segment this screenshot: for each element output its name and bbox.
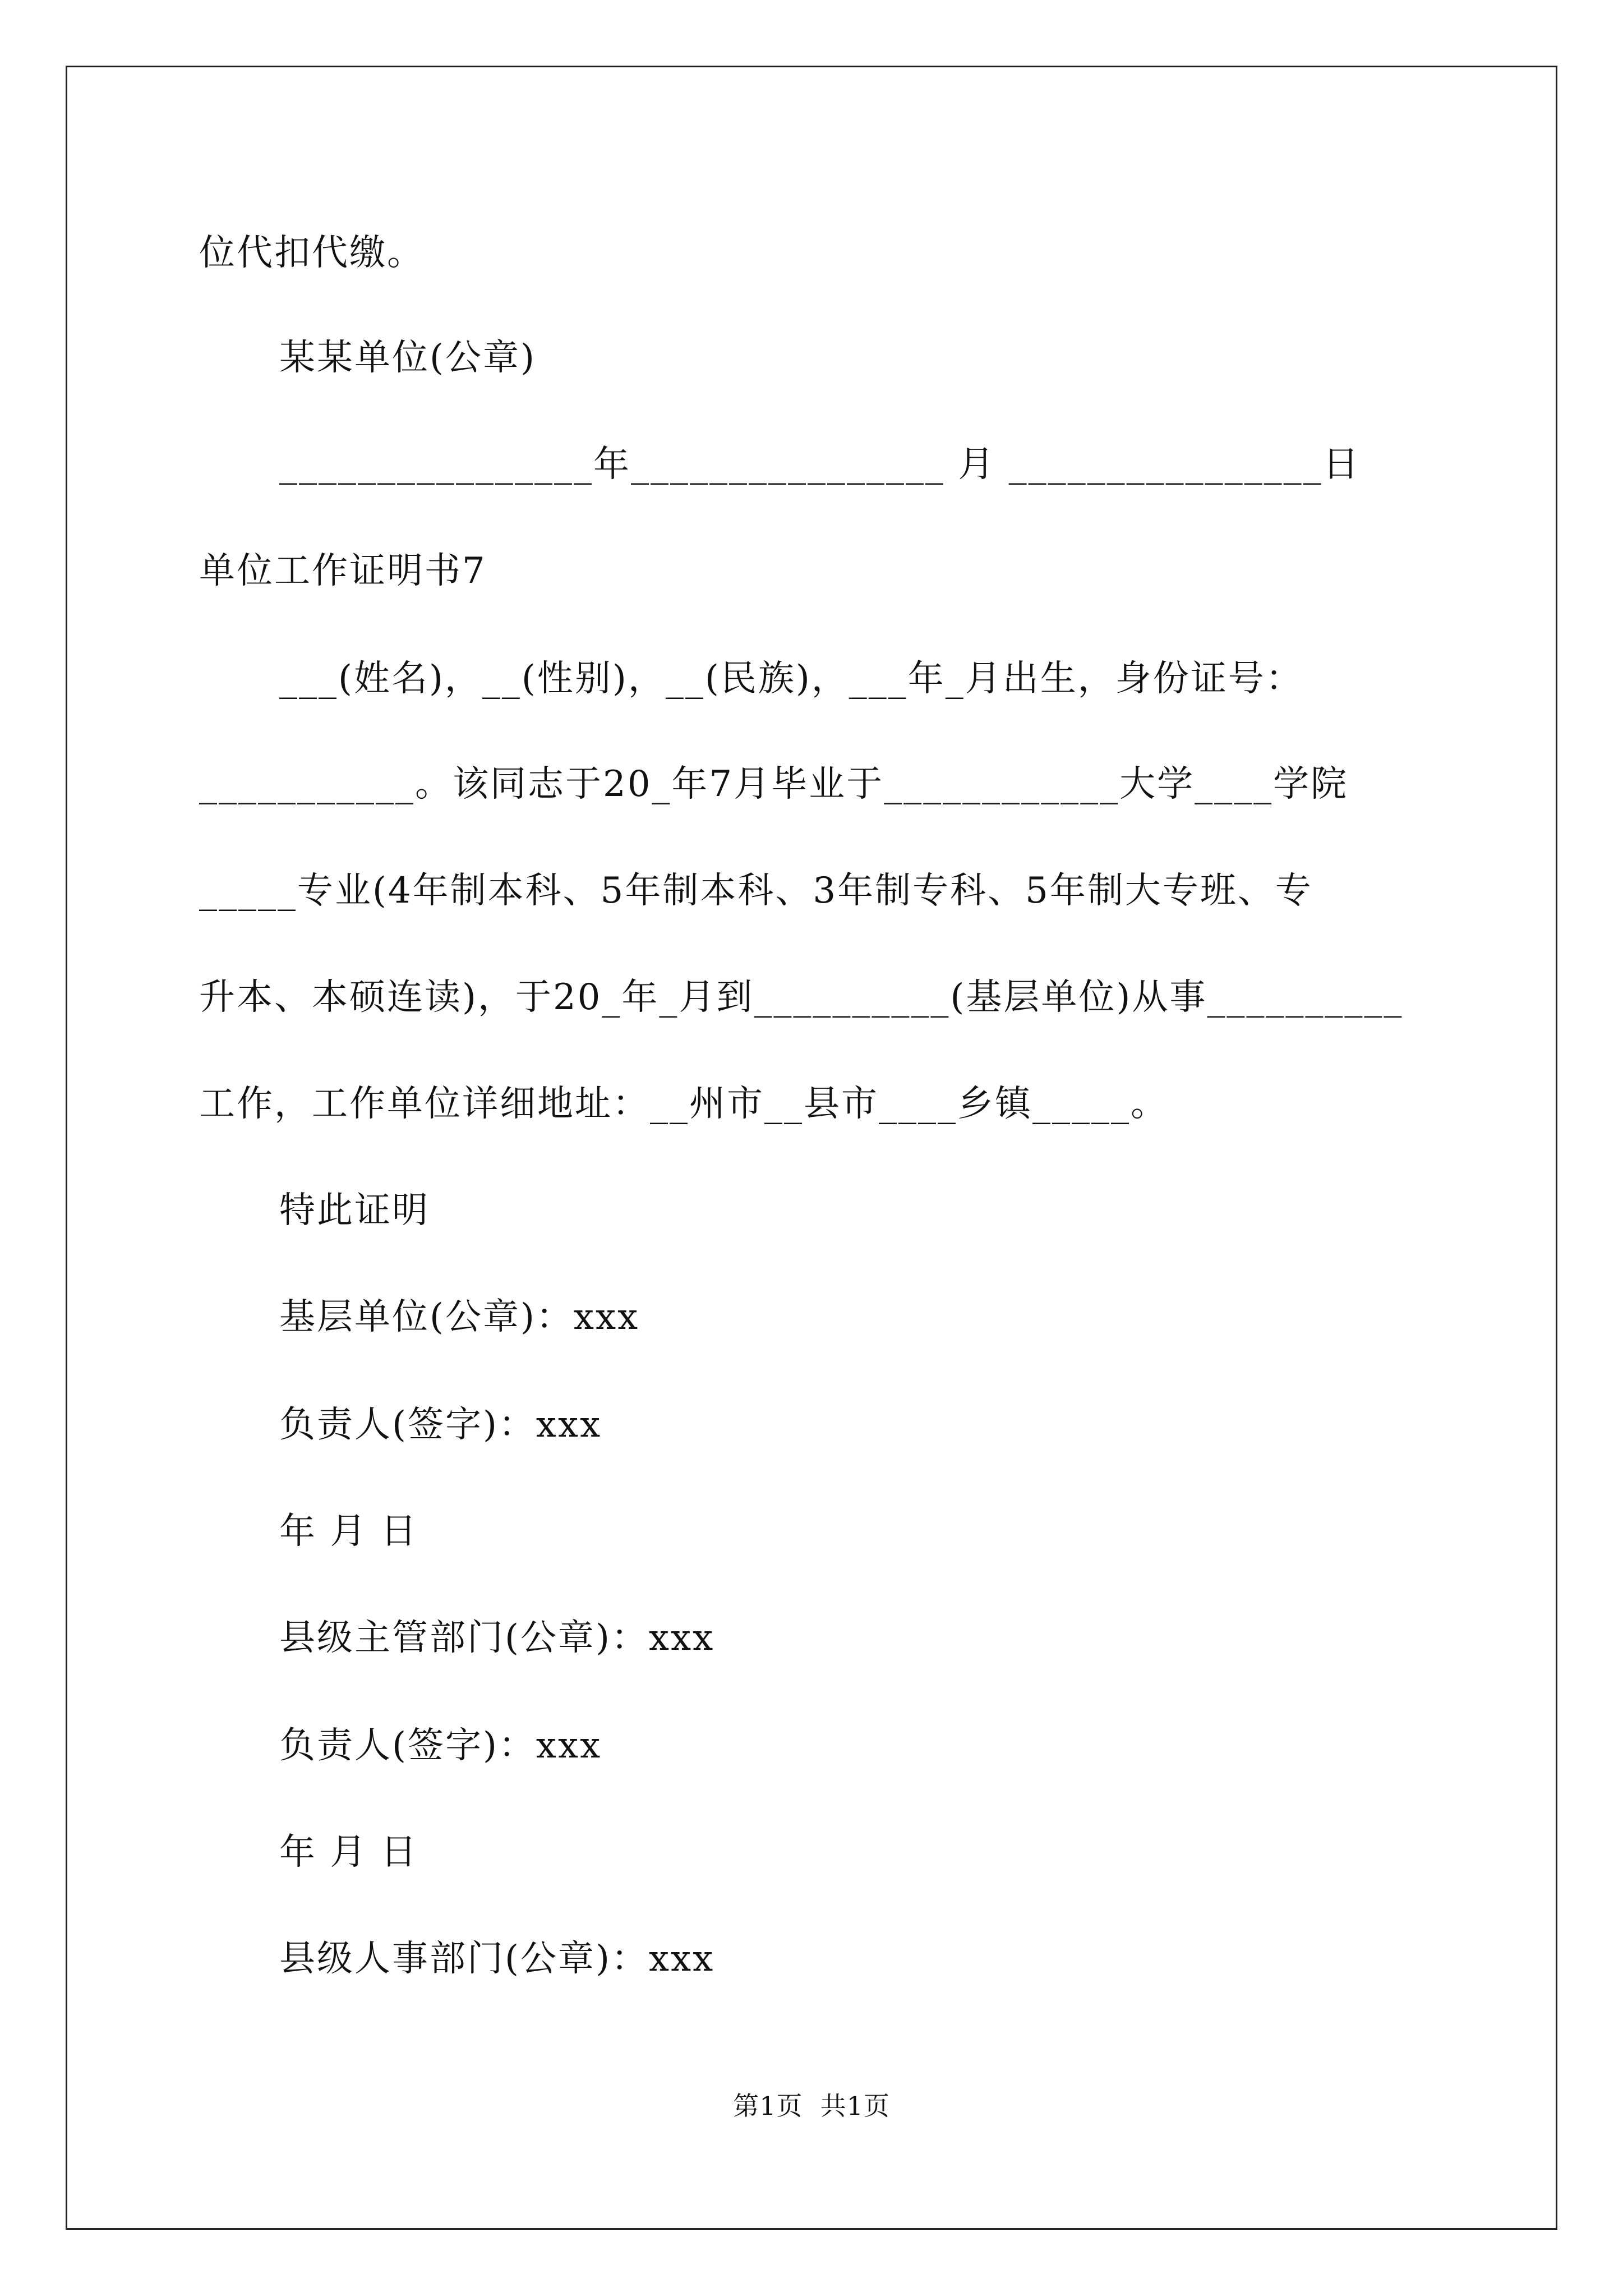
page-number-footer: 第1页 共1页: [733, 2091, 890, 2121]
county-personnel-seal: 县级人事部门(公章)：xxx: [279, 1938, 715, 1980]
paragraph-line: ___(姓名)，__(性别)，__(民族)，___年_月出生，身份证号：: [279, 658, 1303, 700]
grassroots-unit-seal: 基层单位(公章)：xxx: [279, 1296, 640, 1338]
paragraph-line: ___________。该同志于20_年7月毕业于____________大学____学院: [199, 763, 1349, 805]
issuer-unit-seal: 某某单位(公章): [279, 337, 536, 379]
date-line: 年 月 日: [279, 1511, 418, 1552]
document-title: 单位工作证明书7: [199, 550, 487, 592]
county-department-seal: 县级主管部门(公章)：xxx: [279, 1617, 715, 1659]
paragraph-line: 升本、本硕连读)，于20_年_月到__________(基层单位)从事__________: [199, 977, 1404, 1018]
date-blank-line: ________________年________________ 月 ________________日: [279, 444, 1361, 485]
paragraph-line: _____专业(4年制本科、5年制本科、3年制专科、5年制大专班、专: [199, 870, 1313, 912]
responsible-person-signature: 负责人(签字)：xxx: [279, 1404, 602, 1446]
certification-statement: 特此证明: [279, 1190, 430, 1231]
date-line: 年 月 日: [279, 1832, 418, 1873]
paragraph-line: 工作，工作单位详细地址：__州市__县市____乡镇_____。: [199, 1083, 1168, 1125]
responsible-person-signature: 负责人(签字)：xxx: [279, 1725, 602, 1766]
page-border: [66, 66, 1557, 2230]
paragraph-line: 位代扣代缴。: [199, 232, 425, 274]
